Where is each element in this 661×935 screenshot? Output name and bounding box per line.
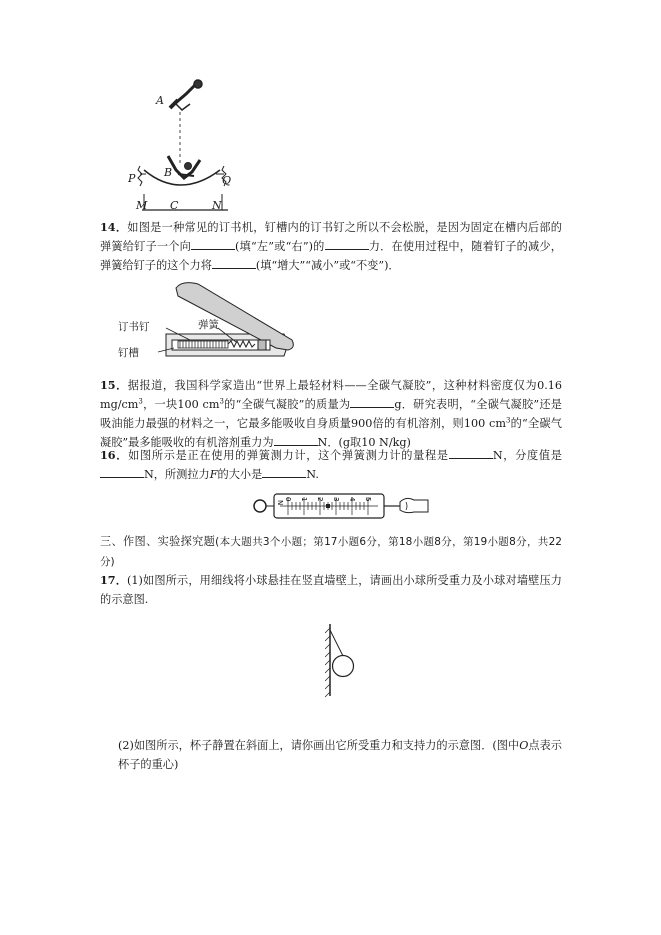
scale-ring-icon	[254, 500, 266, 512]
question-14	[100, 218, 562, 275]
q16-blank-1[interactable]	[449, 447, 493, 459]
label-B: B	[164, 166, 173, 179]
stapler-figure	[118, 274, 302, 370]
tick-label-3: 3	[332, 497, 340, 502]
wall-ball-figure	[320, 622, 370, 698]
q15-text-3: 的“全碳气凝胶”的质量为	[223, 398, 351, 411]
tick-label-5: 5	[364, 497, 372, 502]
q14-text-1: 如图是一种常见的订书机，钉槽内的订书钉之所以不会松脱，是因为固定在槽内后部的弹簧给钉子一个向	[100, 221, 562, 253]
q16-text-4: 的大小是	[217, 468, 263, 481]
q15-sup-2: 3	[219, 397, 224, 406]
ball-icon	[333, 656, 354, 677]
q14-blank-2[interactable]	[325, 238, 369, 250]
q15-text-6: N．(g取10 N/kg)	[317, 436, 411, 449]
q15-sup-1: 3	[138, 397, 143, 406]
label-M: M	[136, 199, 148, 212]
q15-blank-1[interactable]	[350, 396, 394, 408]
q15-blank-2[interactable]	[274, 434, 318, 446]
q16-blank-2[interactable]	[100, 466, 144, 478]
q14-text-2: (填“左”或“右”)的	[235, 240, 325, 253]
scale-pointer	[326, 504, 330, 508]
trampoline-figure	[128, 78, 248, 218]
question-16	[100, 446, 562, 484]
label-C: C	[170, 199, 179, 212]
question-17-part-2	[118, 736, 562, 774]
gymnast-top-icon	[170, 80, 202, 110]
section-3-note: (本大题共3个小题；第17小题6分，第18小题8分，第19小题8分，共22分)	[100, 536, 562, 568]
gymnast-bottom-icon	[168, 156, 200, 178]
label-Q: Q	[222, 174, 232, 187]
q16-text-3: N，所测拉力	[144, 468, 210, 481]
tick-label-2: 2	[316, 497, 324, 502]
section-3-title: 三、作图、实验探究题	[100, 535, 216, 548]
q15-text-5: 的“全碳气凝胶”最多能吸收的有机溶剂重力为	[100, 417, 562, 449]
staples-stack	[178, 341, 228, 348]
q15-text-1: 据报道，我国科学家造出“世界上最轻材料——全碳气凝胶”，这种材料密度仅为0.16 mg/cm	[100, 379, 562, 411]
label-P: P	[128, 172, 136, 185]
hand-icon	[400, 498, 428, 512]
tick-label-4: 4	[348, 497, 356, 502]
tick-label-0: 0	[284, 497, 292, 502]
scale-unit-label: N	[276, 500, 284, 506]
label-slot: 钉槽	[118, 347, 139, 359]
q14-text-3: 力．在使用过程中，随着钉子的减少，弹簧给钉子的这个力将	[100, 240, 562, 272]
q15-text-2: ，一块100 cm	[142, 398, 220, 411]
q14-blank-1[interactable]	[191, 238, 235, 250]
q14-number: 14．	[100, 220, 128, 234]
q17-part-1-text: (1)如图所示，用细线将小球悬挂在竖直墙壁上，请画出小球所受重力及小球对墙壁压力的示意图.	[100, 574, 562, 606]
string-line	[330, 630, 344, 658]
q16-text-1: 如图所示是正在使用的弹簧测力计，这个弹簧测力计的量程是	[128, 449, 449, 462]
q16-number: 16．	[100, 448, 129, 462]
q14-text-4: (填“增大”“减小”或“不变”)．	[255, 259, 400, 272]
q17-center-symbol: O	[519, 739, 529, 752]
q16-force-symbol: F	[209, 468, 218, 481]
label-A: A	[156, 94, 164, 107]
label-staple: 订书钉	[118, 321, 150, 333]
spring-scale-figure	[250, 490, 430, 522]
label-spring: 弹簧	[198, 319, 219, 331]
q17-number: 17．	[100, 573, 128, 587]
q16-text-2: N，分度值是	[492, 449, 562, 462]
q15-text-4: g．研究表明，“全碳气凝胶”还是吸油能力最强的材料之一，它最多能吸收自身质量900倍的有机溶剂，则100 cm	[100, 398, 562, 430]
label-N: N	[212, 199, 222, 212]
q16-blank-3[interactable]	[262, 466, 306, 478]
question-17-part-1	[100, 571, 562, 609]
q17-part-2-text-1: (2)如图所示，杯子静置在斜面上，请你画出它所受重力和支持力的示意图．(图中	[118, 739, 520, 752]
q17-part-2-text-2: 点表示杯子的重心)	[118, 739, 562, 771]
q14-blank-3[interactable]	[212, 257, 256, 269]
tick-label-1: 1	[300, 497, 308, 502]
section-3-heading	[100, 532, 562, 572]
q16-text-5: N.	[306, 468, 319, 481]
question-15	[100, 376, 562, 452]
q15-sup-3: 3	[505, 416, 511, 425]
q15-number: 15．	[100, 378, 128, 392]
